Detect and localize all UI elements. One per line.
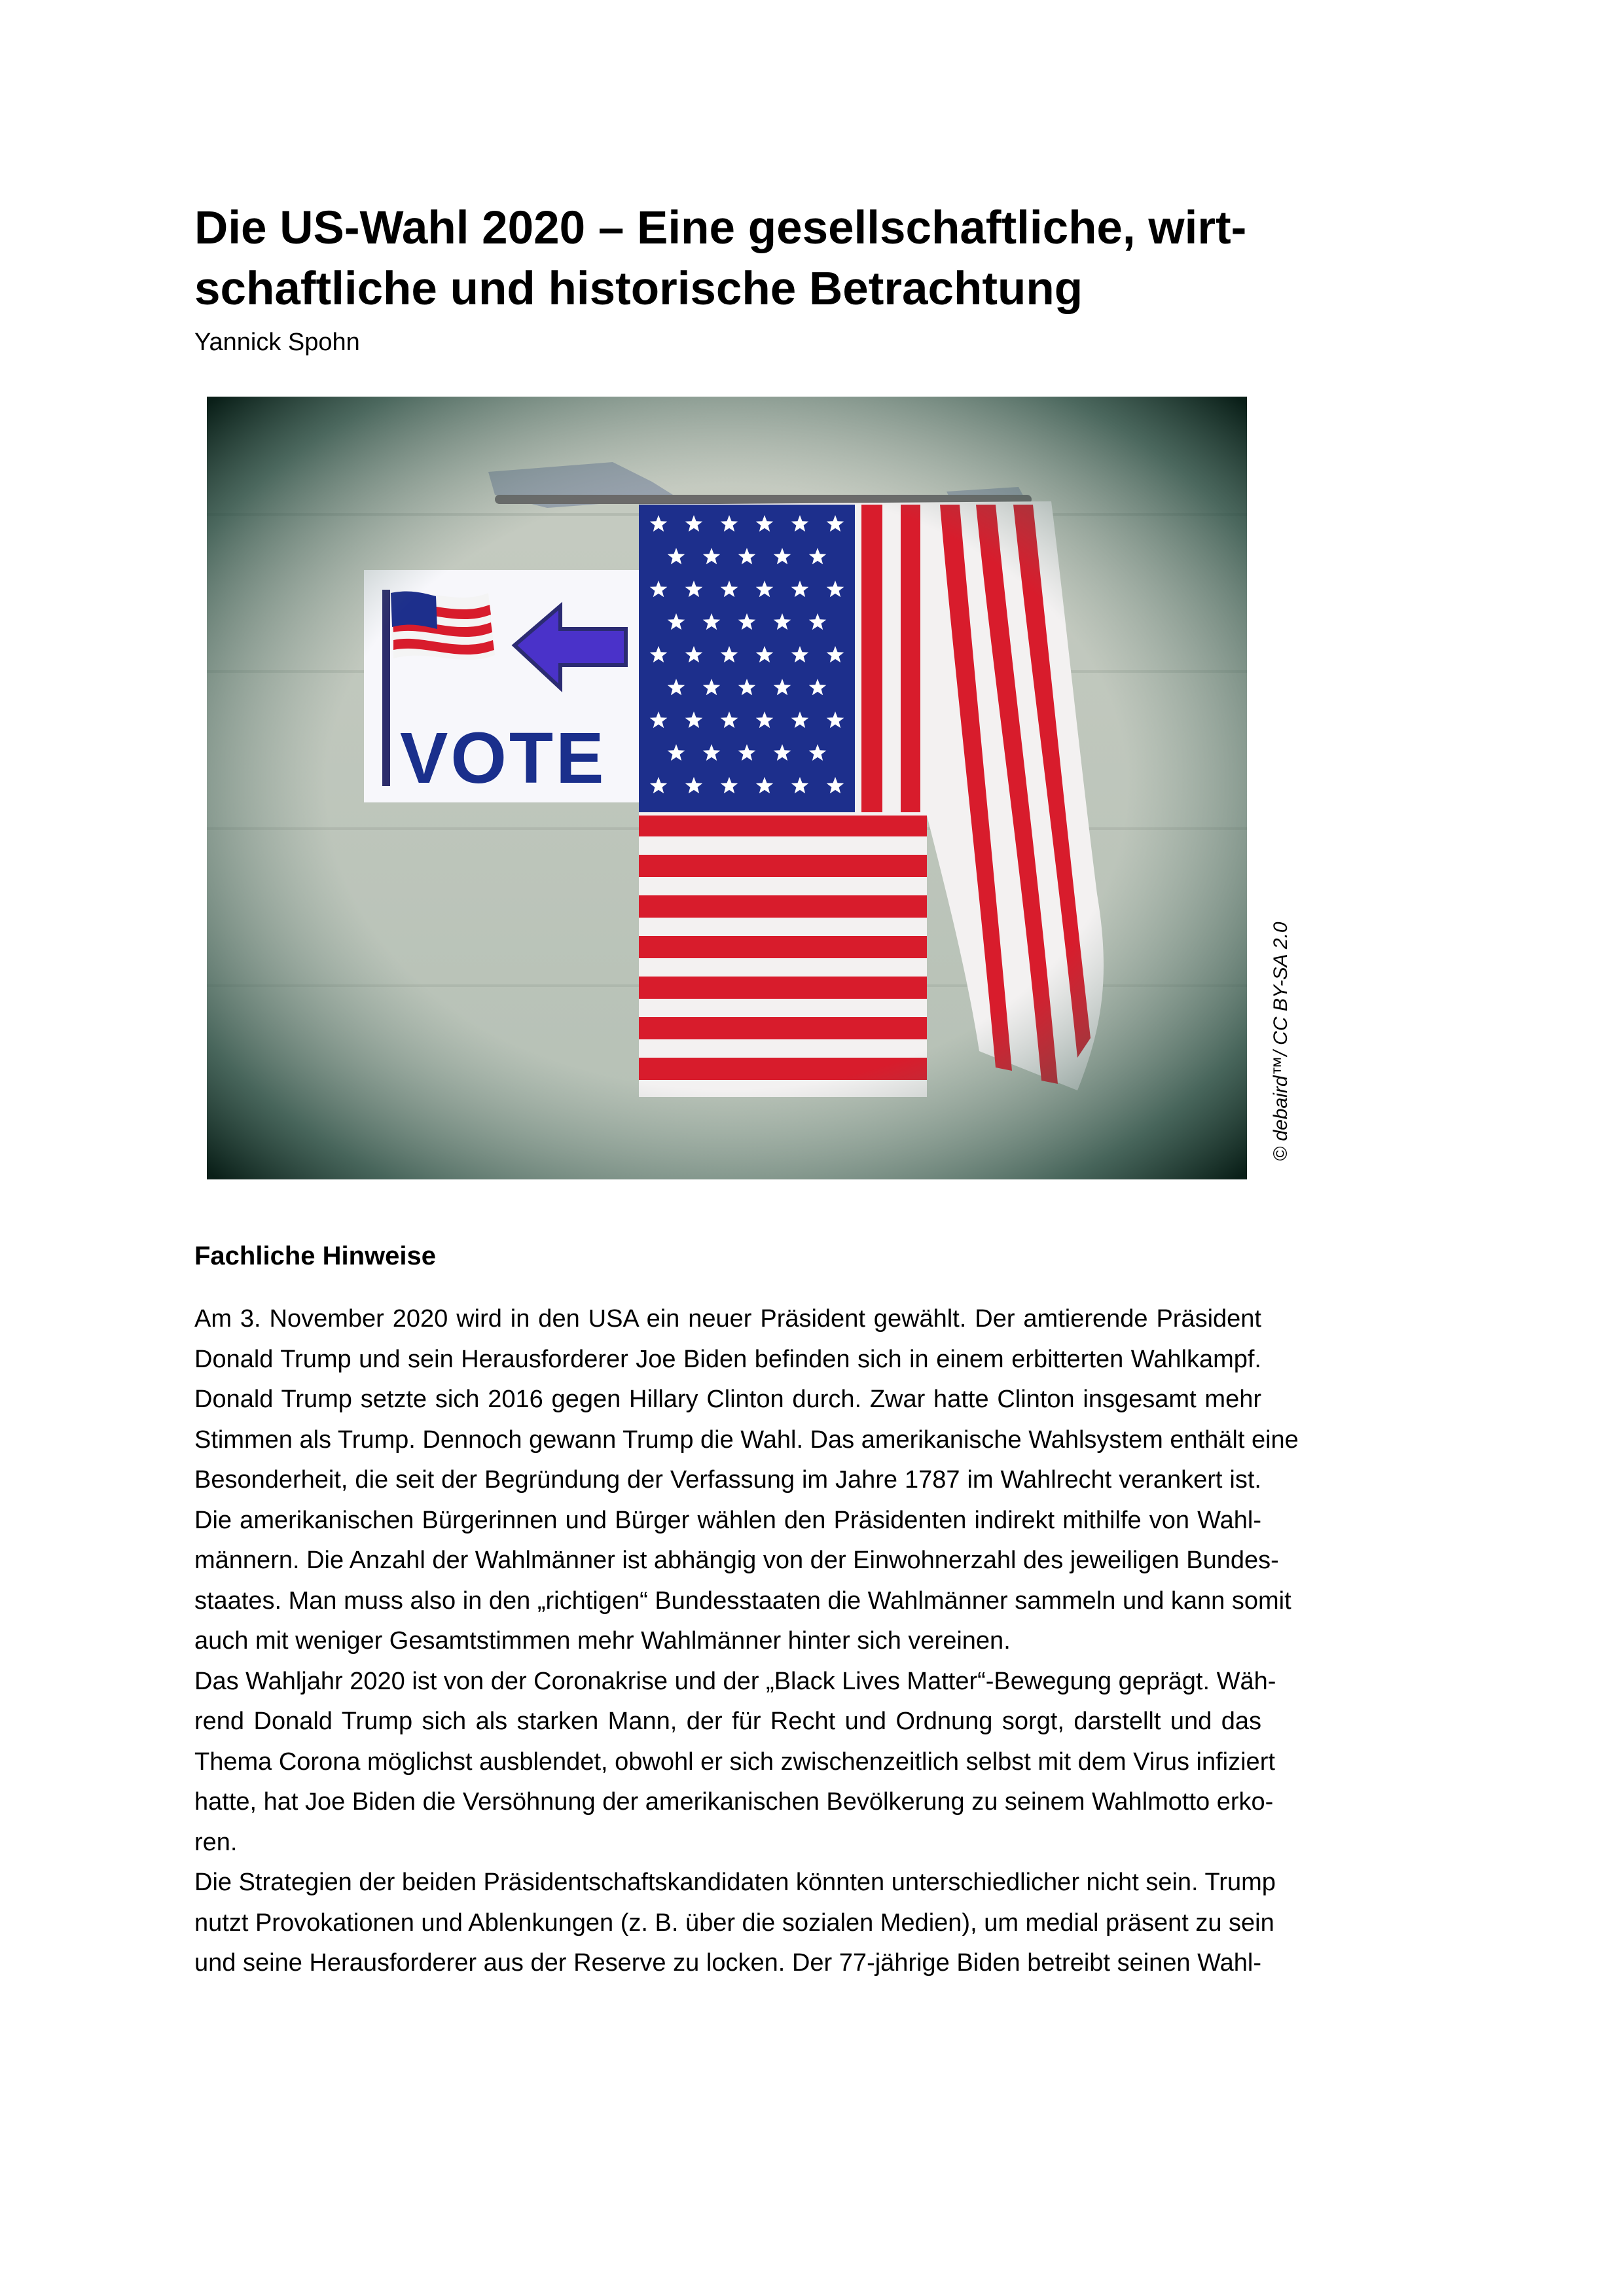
body-line: Donald Trump und sein Herausforderer Joe Biden befinden sich in einem erbitterten Wahlkampf.: [194, 1345, 1261, 1373]
section-heading: Fachliche Hinweise: [194, 1242, 437, 1270]
author-name: Yannick Spohn: [194, 329, 360, 356]
body-line: Thema Corona möglichst ausblendet, obwohl er sich zwischenzeitlich selbst mit dem Virus infiziert: [194, 1748, 1275, 1776]
body-line: hatte, hat Joe Biden die Versöhnung der amerikanischen Bevölkerung zu seinem Wahlmotto erko-: [194, 1788, 1274, 1816]
body-line: Das Wahljahr 2020 ist von der Coronakrise und der „Black Lives Matter“-Bewegung geprägt. Wäh-: [194, 1667, 1276, 1695]
body-line: Besonderheit, die seit der Begründung der Verfassung im Jahre 1787 im Wahlrecht verankert ist.: [194, 1466, 1261, 1494]
body-line: ren.: [194, 1828, 238, 1856]
body-line: nutzt Provokationen und Ablenkungen (z. B. über die sozialen Medien), um medial präsent zu sein: [194, 1909, 1274, 1937]
title-line-2: schaftliche und historische Betrachtung: [194, 263, 1083, 315]
body-line: rend Donald Trump sich als starken Mann, der für Recht und Ordnung sorgt, darstellt und das: [194, 1708, 1261, 1735]
body-line: Die amerikanischen Bürgerinnen und Bürger wählen den Präsidenten indirekt mithilfe von Wahl-: [194, 1506, 1261, 1534]
body-line: auch mit weniger Gesamtstimmen mehr Wahlmänner hinter sich vereinen.: [194, 1627, 1011, 1655]
body-line: und seine Herausforderer aus der Reserve zu locken. Der 77-jährige Biden betreibt seinen Wahl-: [194, 1949, 1261, 1977]
photo-credit: © debaird™/ CC BY-SA 2.0: [1270, 922, 1291, 1161]
body-line: männern. Die Anzahl der Wahlmänner ist abhängig von der Einwohnerzahl des jeweiligen Bundes-: [194, 1547, 1279, 1574]
body-line: Die Strategien der beiden Präsidentschaftskandidaten könnten unterschiedlicher nicht sein. Trump: [194, 1869, 1276, 1896]
body-line: Stimmen als Trump. Dennoch gewann Trump die Wahl. Das amerikanische Wahlsystem enthält eine: [194, 1426, 1299, 1454]
body-paragraphs: [194, 1299, 1299, 1984]
body-line: Donald Trump setzte sich 2016 gegen Hillary Clinton durch. Zwar hatte Clinton insgesamt mehr: [194, 1386, 1261, 1413]
body-line: Am 3. November 2020 wird in den USA ein neuer Präsident gewählt. Der amtierende Präsident: [194, 1305, 1261, 1333]
document-title: [194, 198, 1268, 319]
body-line: staates. Man muss also in den „richtigen“ Bundesstaaten die Wahlmänner sammeln und kann somit: [194, 1587, 1291, 1615]
title-line-1: Die US-Wahl 2020 – Eine gesellschaftliche, wirt-: [194, 202, 1247, 254]
vote-flag-photo: [207, 397, 1247, 1179]
